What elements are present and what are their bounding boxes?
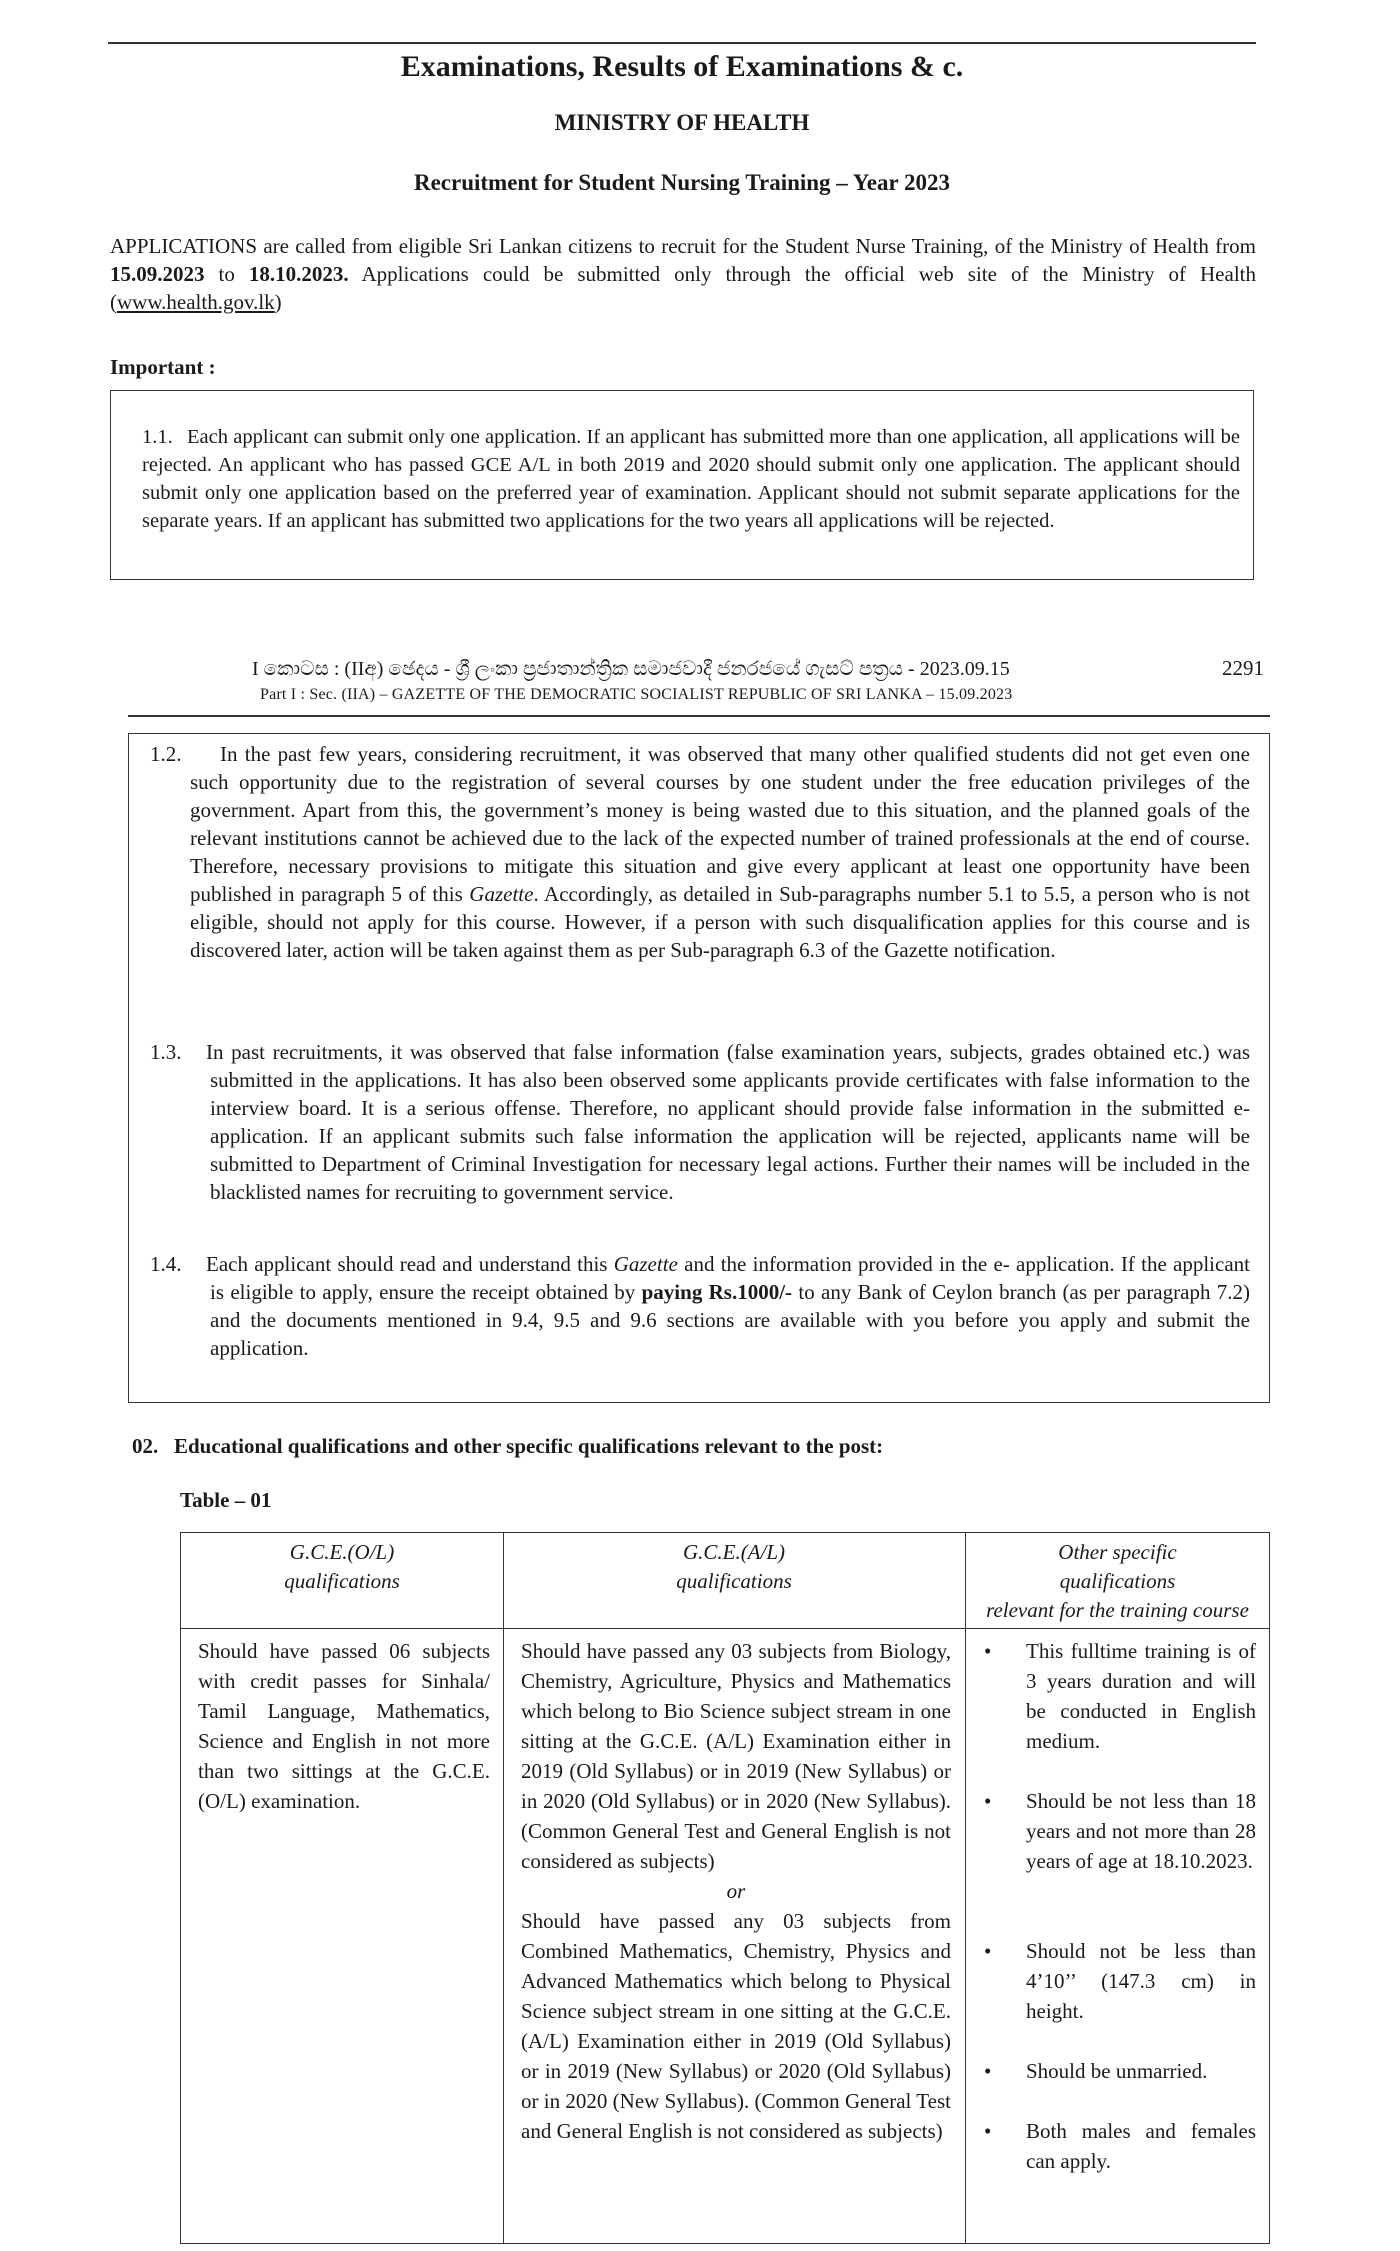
paragraph-number: 1.4. [150,1252,182,1276]
paragraph-text: Each applicant can submit only one application. If an applicant has submitted more than one application, all applications will be rejected. An applicant who has passed GCE A/L in both 2019 and 2020 should submit only one application. The applicant should submit only one application based on the preferred year of examination. Applicant should not submit separate applications for the separate years. If an applicant has submitted two applications for the two years all applications will be rejected. [142,426,1240,532]
paragraph-1-1 [142,423,1240,535]
gazette-header-sinhala: I කොටස : (IIඅ) ඡෙදය - ශ්‍රී ලංකා ප්‍රජාතාන්ත්‍රික සමාජවාදී ජනරජයේ ගැසට් පත්‍රය - 2023.09.15 [252,658,1010,680]
intro-paragraph: APPLICATIONS are called from eligible Sri Lankan citizens to recruit for the Student Nurse Training, of the Ministry of Health from 15.09.2023 to 18.10.2023. Applications could be submitted only through the official web site of the Ministry of Health (www.health.gov.lk) [110,234,1256,314]
table-header-rule [180,1628,1270,1629]
paragraph-number: 1.3. [150,1040,182,1064]
ol-qualification-cell: Should have passed 06 subjects with credit passes for Sinhala/ Tamil Language, Mathematics, Science and English in not more than two sittings at the G.C.E.(O/L) examination. [198,1639,490,1813]
important-label: Important : [110,355,216,379]
paragraph-1-3: 1.3. In past recruitments, it was observed that false information (false examination years, subjects, grades obtained etc.) was submitted in the applications. It has also been observed some applicants provide certificates with false information to the interview board. It is a serious offense. Therefore, no applicant should provide false information in the submitted e-application. If an applicant submits such false information the application will be rejected, applicants name will be submitted to Department of Criminal Investigation for necessary legal actions. Further their names will be included in the blacklisted names for recruiting to government service. [150,1040,1250,1204]
paragraph-1-4: 1.4. Each applicant should read and understand this Gazette and the information provided in the e- application. If the applicant is eligible to apply, ensure the receipt obtained by paying Rs.1000/- to any Bank of Ceylon branch (as per paragraph 7.2) and the documents mentioned in 9.4, 9.5 and 9.6 sections are available with you before you apply and submit the application. [150,1252,1251,1360]
header-rule [128,715,1270,717]
paragraph-number: 1.2. [150,742,182,766]
other-item: • This fulltime training is of 3 years duration and will be conducted in English medium. [984,1639,1256,1753]
gazette-header-english: Part I : Sec. (IIA) – GAZETTE OF THE DEMOCRATIC SOCIALIST REPUBLIC OF SRI LANKA – 15.09.2023 [260,686,1013,703]
section-title: Examinations, Results of Examinations & c. [400,50,964,83]
column-header-al: G.C.E.(A/L) qualifications [676,1540,792,1593]
column-header-ol: G.C.E.(O/L) qualifications [284,1540,400,1593]
notice-title: Recruitment for Student Nursing Training – Year 2023 [413,170,951,195]
website-link[interactable]: www.health.gov.lk [117,290,275,314]
top-rule [108,42,1256,44]
table-divider [965,1532,966,2244]
other-item: • Should be unmarried. [984,2059,1208,2083]
column-header-other: Other specific qualifications relevant for the training course [986,1540,1249,1622]
other-item: • Should not be less than 4’10’’ (147.3 cm) in height. [984,1939,1256,2023]
al-qualification-cell: Should have passed any 03 subjects from Biology, Chemistry, Agriculture, Physics and Mathematics which belong to Bio Science subject stream in one sitting at the G.C.E. (A/L) Examination either in 2019 (Old Syllabus) or in 2019 (New Syllabus) or in 2020 (Old Syllabus) or in 2020 (New Syllabus). (Common General Test and General English is not considered as subjects) or Should have passed any 03 subjects from Combined Mathematics, Chemistry, Physics and Advanced Mathematics which belong to Physical Science subject stream in one sitting at the G.C.E. (A/L) Examination either in 2019 (Old Syllabus) or in 2019 (New Syllabus) or 2020 (Old Syllabus) or in 2020 (New Syllabus). (Common General Test and General English is not considered as subjects) [521,1639,951,2143]
section-02-heading: 02. Educational qualifications and other specific qualifications relevant to the post: [132,1434,884,1458]
table-caption: Table – 01 [180,1488,272,1512]
other-item: • Should be not less than 18 years and not more than 28 years of age at 18.10.2023. [984,1789,1256,1873]
page-number: 2291 [1222,656,1264,680]
paragraph-number: 1.1. [142,426,173,448]
other-item: • Both males and females can apply. [984,2119,1256,2173]
table-divider [503,1532,504,2244]
ministry-heading: MINISTRY OF HEALTH [554,110,810,135]
paragraph-1-2: 1.2. In the past few years, considering recruitment, it was observed that many other qualified students did not get even one such opportunity due to the registration of several courses by one student under the free education privileges of the government. Apart from this, the government’s money is being wasted due to this situation, and the planned goals of the relevant institutions cannot be achieved due to the lack of the expected number of trained professionals at the end of course. Therefore, necessary provisions to mitigate this situation and give every applicant at least one opportunity have been published in paragraph 5 of this Gazette. Accordingly, as detailed in Sub-paragraphs number 5.1 to 5.5, a person who is not eligible, should not apply for this course. However, if a person with such disqualification applies for this course and is discovered later, action will be taken against them as per Sub-paragraph 6.3 of the Gazette notification. [150,742,1250,962]
date-from: 15.09.2023 [110,262,205,286]
date-to: 18.10.2023. [248,262,349,286]
